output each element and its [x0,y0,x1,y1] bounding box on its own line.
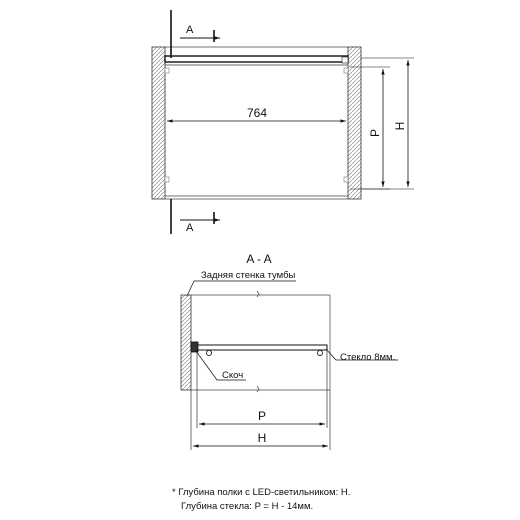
shelf-support [344,177,348,182]
section-h-dimension-label: H [257,431,267,445]
shelf-support [344,68,348,73]
support-pin [206,350,211,355]
note-line-1: * Глубина полки с LED-светильником: H. [172,487,351,498]
back-wall-label: Задняя стенка тумбы [201,270,296,281]
right-side-panel [348,47,361,199]
notes [172,487,350,512]
h-dimension-label: H [393,121,407,131]
section-title: A - A [246,252,272,266]
section-mark-top: A [186,24,194,36]
section-mark-bottom: A [186,222,194,234]
glass-label: Стекло 8мм. [340,352,396,363]
shelf-support [165,177,169,182]
back-wall [181,295,191,390]
section-p-dimension-label: P [257,409,267,423]
support-pin [317,350,322,355]
width-dimension-value: 764 [247,106,268,120]
section-view [181,252,398,450]
top-view [152,10,414,234]
p-dimension-label: P [368,128,382,138]
glass-shelf [197,345,327,350]
led-profile [165,56,348,62]
tape-label: Скоч [222,370,244,381]
shelf-support [165,68,169,73]
note-line-2: Глубина стекла: P = H - 14мм. [181,501,314,512]
left-side-panel [152,47,165,199]
